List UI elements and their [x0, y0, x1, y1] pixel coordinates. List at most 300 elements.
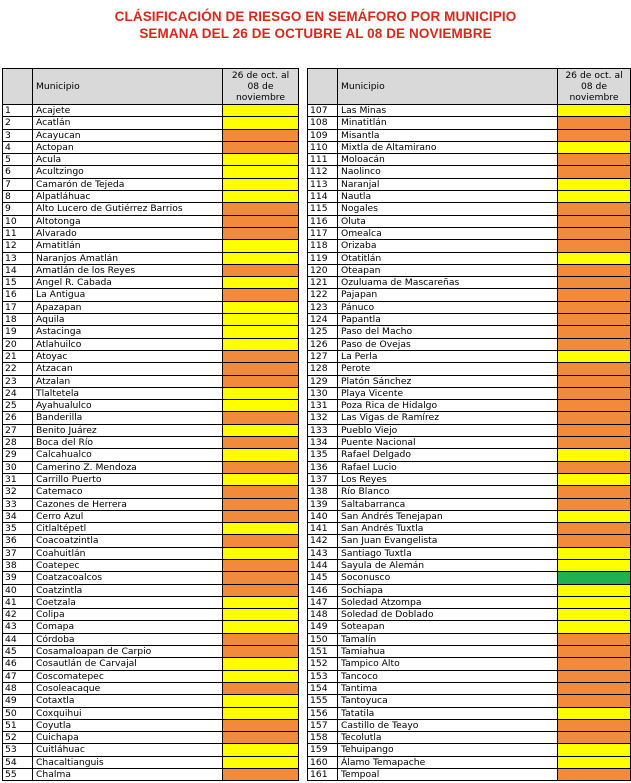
municipio-name: Alvarado — [33, 227, 223, 239]
table-row — [308, 682, 631, 694]
row-number: 133 — [308, 424, 338, 436]
risk-color-cell — [558, 535, 631, 547]
municipio-name: Alpatláhuac — [33, 191, 223, 203]
risk-color-cell — [223, 535, 299, 547]
municipio-name: Camarón de Tejeda — [33, 178, 223, 190]
municipio-name: Soledad Atzompa — [338, 596, 558, 608]
table-row — [308, 572, 631, 584]
table-row — [3, 559, 299, 571]
row-number: 15 — [3, 277, 33, 289]
row-number: 120 — [308, 264, 338, 276]
municipio-name: Acatlán — [33, 117, 223, 129]
municipio-name: Cotaxtla — [33, 695, 223, 707]
municipio-name: Nautla — [338, 191, 558, 203]
row-number: 38 — [3, 559, 33, 571]
row-number: 50 — [3, 707, 33, 719]
municipio-name: Comapa — [33, 621, 223, 633]
table-row — [3, 756, 299, 768]
risk-color-cell — [558, 719, 631, 731]
municipio-name: Camerino Z. Mendoza — [33, 461, 223, 473]
row-number: 117 — [308, 227, 338, 239]
risk-color-cell — [558, 609, 631, 621]
municipio-name: Acultzingo — [33, 166, 223, 178]
table-row — [308, 105, 631, 117]
risk-color-cell — [223, 732, 299, 744]
risk-color-cell — [558, 572, 631, 584]
header-municipio: Municipio — [33, 69, 223, 105]
table-row — [3, 350, 299, 362]
municipio-name: Cerro Azul — [33, 510, 223, 522]
municipio-name: Tampico Alto — [338, 658, 558, 670]
table-row — [308, 473, 631, 485]
risk-color-cell — [558, 289, 631, 301]
table-row — [308, 215, 631, 227]
row-number: 1 — [3, 105, 33, 117]
risk-color-cell — [558, 633, 631, 645]
risk-table-right — [307, 68, 631, 781]
municipio-name: Amatitlán — [33, 240, 223, 252]
municipio-name: Tantoyuca — [338, 695, 558, 707]
row-number: 16 — [3, 289, 33, 301]
row-number: 139 — [308, 498, 338, 510]
risk-color-cell — [558, 424, 631, 436]
municipio-name: Alto Lucero de Gutiérrez Barrios — [33, 203, 223, 215]
row-number: 7 — [3, 178, 33, 190]
row-number: 11 — [3, 227, 33, 239]
municipio-name: Tlaltetela — [33, 387, 223, 399]
risk-color-cell — [223, 289, 299, 301]
municipio-name: La Antigua — [33, 289, 223, 301]
risk-color-cell — [558, 695, 631, 707]
row-number: 32 — [3, 486, 33, 498]
risk-color-cell — [223, 203, 299, 215]
table-row — [3, 178, 299, 190]
municipio-name: San Juan Evangelista — [338, 535, 558, 547]
table-row — [3, 400, 299, 412]
row-number: 147 — [308, 596, 338, 608]
row-number: 151 — [308, 646, 338, 658]
row-number: 4 — [3, 141, 33, 153]
risk-color-cell — [223, 301, 299, 313]
municipio-name: Cuichapa — [33, 732, 223, 744]
municipio-name: Rafael Lucio — [338, 461, 558, 473]
municipio-name: Cosamaloapan de Carpio — [33, 646, 223, 658]
row-number: 45 — [3, 646, 33, 658]
risk-color-cell — [558, 498, 631, 510]
risk-color-cell — [558, 756, 631, 768]
table-row — [3, 621, 299, 633]
row-number: 122 — [308, 289, 338, 301]
municipio-name: Nogales — [338, 203, 558, 215]
row-number: 25 — [3, 400, 33, 412]
table-row — [308, 289, 631, 301]
municipio-name: Puente Nacional — [338, 437, 558, 449]
row-number: 144 — [308, 559, 338, 571]
municipio-name: Coacoatzintla — [33, 535, 223, 547]
municipio-name: Playa Vicente — [338, 387, 558, 399]
table-row — [3, 572, 299, 584]
row-number: 13 — [3, 252, 33, 264]
risk-color-cell — [558, 412, 631, 424]
risk-color-cell — [558, 215, 631, 227]
risk-color-cell — [223, 437, 299, 449]
row-number: 113 — [308, 178, 338, 190]
row-number: 137 — [308, 473, 338, 485]
table-row — [3, 719, 299, 731]
row-number: 107 — [308, 105, 338, 117]
table-row — [3, 523, 299, 535]
municipio-name: Chacaltianguis — [33, 756, 223, 768]
risk-color-cell — [558, 682, 631, 694]
table-row — [3, 289, 299, 301]
table-row — [308, 412, 631, 424]
risk-color-cell — [223, 707, 299, 719]
municipio-name: Naranjos Amatlán — [33, 252, 223, 264]
municipio-name: Platón Sánchez — [338, 375, 558, 387]
risk-color-cell — [223, 559, 299, 571]
row-number: 109 — [308, 129, 338, 141]
row-number: 41 — [3, 596, 33, 608]
header-number-cell — [308, 69, 338, 105]
municipio-name: Tecolutla — [338, 732, 558, 744]
row-number: 159 — [308, 744, 338, 756]
table-row — [308, 695, 631, 707]
municipio-name: Colipa — [33, 609, 223, 621]
table-row — [3, 277, 299, 289]
municipio-name: Cosoleacaque — [33, 682, 223, 694]
risk-color-cell — [223, 424, 299, 436]
table-row — [308, 154, 631, 166]
municipio-name: Cosautlán de Carvajal — [33, 658, 223, 670]
row-number: 52 — [3, 732, 33, 744]
table-row — [3, 154, 299, 166]
municipio-name: Acula — [33, 154, 223, 166]
municipio-name: Altotonga — [33, 215, 223, 227]
municipio-name: Actopan — [33, 141, 223, 153]
risk-color-cell — [558, 326, 631, 338]
row-number: 141 — [308, 523, 338, 535]
header-municipio: Municipio — [338, 69, 558, 105]
risk-color-cell — [223, 461, 299, 473]
row-number: 134 — [308, 437, 338, 449]
table-row — [3, 437, 299, 449]
row-number: 9 — [3, 203, 33, 215]
municipio-name: Ayahualulco — [33, 400, 223, 412]
risk-color-cell — [223, 363, 299, 375]
municipio-name: Soteapan — [338, 621, 558, 633]
risk-color-cell — [558, 129, 631, 141]
row-number: 125 — [308, 326, 338, 338]
risk-color-cell — [558, 707, 631, 719]
municipio-name: Coxquihui — [33, 707, 223, 719]
risk-color-cell — [558, 547, 631, 559]
risk-color-cell — [223, 117, 299, 129]
row-number: 27 — [3, 424, 33, 436]
table-row — [308, 129, 631, 141]
row-number: 54 — [3, 756, 33, 768]
municipio-name: La Perla — [338, 350, 558, 362]
row-number: 140 — [308, 510, 338, 522]
row-number: 39 — [3, 572, 33, 584]
risk-color-cell — [558, 769, 631, 781]
row-number: 8 — [3, 191, 33, 203]
table-row — [3, 166, 299, 178]
risk-color-cell — [223, 215, 299, 227]
row-number: 48 — [3, 682, 33, 694]
row-number: 24 — [3, 387, 33, 399]
table-row — [308, 191, 631, 203]
municipio-name: Saltabarranca — [338, 498, 558, 510]
table-row — [308, 756, 631, 768]
municipio-name: Misantla — [338, 129, 558, 141]
municipio-name: Naranjal — [338, 178, 558, 190]
municipio-name: Angel R. Cabada — [33, 277, 223, 289]
table-row — [3, 129, 299, 141]
table-row — [3, 314, 299, 326]
row-number: 158 — [308, 732, 338, 744]
municipio-name: Chalma — [33, 769, 223, 781]
risk-color-cell — [558, 240, 631, 252]
table-row — [308, 326, 631, 338]
municipio-name: Poza Rica de Hidalgo — [338, 400, 558, 412]
municipio-name: Carrillo Puerto — [33, 473, 223, 485]
table-row — [308, 314, 631, 326]
table-row — [308, 264, 631, 276]
row-number: 49 — [3, 695, 33, 707]
risk-color-cell — [223, 510, 299, 522]
table-row — [308, 769, 631, 781]
municipio-name: Cuitláhuac — [33, 744, 223, 756]
row-number: 55 — [3, 769, 33, 781]
municipio-name: Soconusco — [338, 572, 558, 584]
row-number: 132 — [308, 412, 338, 424]
risk-color-cell — [223, 191, 299, 203]
table-row — [308, 486, 631, 498]
risk-color-cell — [558, 166, 631, 178]
municipio-name: Coahuitlán — [33, 547, 223, 559]
table-row — [308, 744, 631, 756]
risk-color-cell — [558, 178, 631, 190]
table-row — [3, 646, 299, 658]
table-row — [3, 744, 299, 756]
table-row — [3, 498, 299, 510]
risk-color-cell — [558, 473, 631, 485]
risk-color-cell — [558, 670, 631, 682]
municipio-name: Córdoba — [33, 633, 223, 645]
row-number: 2 — [3, 117, 33, 129]
row-number: 12 — [3, 240, 33, 252]
table-row — [3, 387, 299, 399]
row-number: 118 — [308, 240, 338, 252]
risk-color-cell — [558, 744, 631, 756]
table-row — [3, 596, 299, 608]
table-row — [3, 535, 299, 547]
row-number: 26 — [3, 412, 33, 424]
risk-color-cell — [558, 461, 631, 473]
risk-color-cell — [223, 621, 299, 633]
row-number: 35 — [3, 523, 33, 535]
row-number: 29 — [3, 449, 33, 461]
municipio-name: Atzalan — [33, 375, 223, 387]
row-number: 150 — [308, 633, 338, 645]
risk-color-cell — [223, 609, 299, 621]
municipio-name: Río Blanco — [338, 486, 558, 498]
municipio-name: San Andrés Tuxtla — [338, 523, 558, 535]
table-row — [308, 732, 631, 744]
table-row — [3, 732, 299, 744]
risk-color-cell — [223, 572, 299, 584]
municipio-name: Benito Juárez — [33, 424, 223, 436]
municipio-name: Papantla — [338, 314, 558, 326]
table-row — [3, 203, 299, 215]
risk-color-cell — [558, 338, 631, 350]
risk-color-cell — [558, 646, 631, 658]
risk-color-cell — [558, 363, 631, 375]
risk-color-cell — [223, 449, 299, 461]
municipio-name: Tamalín — [338, 633, 558, 645]
row-number: 28 — [3, 437, 33, 449]
row-number: 31 — [3, 473, 33, 485]
table-header-row — [308, 69, 631, 105]
row-number: 23 — [3, 375, 33, 387]
municipio-name: Atzacan — [33, 363, 223, 375]
table-row — [308, 363, 631, 375]
risk-color-cell — [558, 400, 631, 412]
municipio-name: Las Vigas de Ramírez — [338, 412, 558, 424]
municipio-name: Sochiapa — [338, 584, 558, 596]
table-row — [308, 449, 631, 461]
municipio-name: Coatepec — [33, 559, 223, 571]
row-number: 142 — [308, 535, 338, 547]
risk-color-cell — [223, 584, 299, 596]
table-row — [3, 670, 299, 682]
risk-color-cell — [223, 633, 299, 645]
risk-color-cell — [558, 105, 631, 117]
risk-color-cell — [223, 682, 299, 694]
row-number: 131 — [308, 400, 338, 412]
table-row — [308, 375, 631, 387]
row-number: 14 — [3, 264, 33, 276]
risk-color-cell — [558, 350, 631, 362]
row-number: 44 — [3, 633, 33, 645]
risk-color-cell — [223, 141, 299, 153]
risk-color-cell — [223, 350, 299, 362]
risk-color-cell — [558, 510, 631, 522]
row-number: 123 — [308, 301, 338, 313]
risk-color-cell — [558, 621, 631, 633]
municipio-name: Tantima — [338, 682, 558, 694]
table-row — [308, 141, 631, 153]
risk-color-cell — [223, 264, 299, 276]
municipio-name: Los Reyes — [338, 473, 558, 485]
row-number: 36 — [3, 535, 33, 547]
risk-color-cell — [558, 437, 631, 449]
risk-color-cell — [223, 227, 299, 239]
municipio-name: Tehuipango — [338, 744, 558, 756]
table-row — [3, 695, 299, 707]
table-row — [308, 719, 631, 731]
risk-color-cell — [223, 387, 299, 399]
table-row — [308, 596, 631, 608]
table-row — [3, 424, 299, 436]
risk-color-cell — [223, 338, 299, 350]
municipio-name: Coscomatepec — [33, 670, 223, 682]
row-number: 21 — [3, 350, 33, 362]
table-row — [3, 240, 299, 252]
table-row — [308, 621, 631, 633]
page-title: CLÁSIFICACIÓN DE RIESGO EN SEMÁFORO POR MUNICIPIO — [114, 9, 517, 24]
municipio-name: Moloacán — [338, 154, 558, 166]
row-number: 34 — [3, 510, 33, 522]
row-number: 115 — [308, 203, 338, 215]
municipio-name: Pánuco — [338, 301, 558, 313]
table-row — [3, 301, 299, 313]
row-number: 135 — [308, 449, 338, 461]
municipio-name: Atlahuilco — [33, 338, 223, 350]
row-number: 51 — [3, 719, 33, 731]
risk-color-cell — [223, 670, 299, 682]
risk-color-cell — [223, 105, 299, 117]
table-row — [3, 769, 299, 781]
row-number: 10 — [3, 215, 33, 227]
row-number: 43 — [3, 621, 33, 633]
municipio-name: Astacinga — [33, 326, 223, 338]
row-number: 154 — [308, 682, 338, 694]
municipio-name: Rafael Delgado — [338, 449, 558, 461]
table-row — [308, 535, 631, 547]
table-row — [308, 609, 631, 621]
risk-color-cell — [558, 191, 631, 203]
risk-color-cell — [558, 203, 631, 215]
municipio-name: Tancoco — [338, 670, 558, 682]
table-row — [3, 461, 299, 473]
municipio-name: Paso del Macho — [338, 326, 558, 338]
row-number: 20 — [3, 338, 33, 350]
table-row — [308, 350, 631, 362]
risk-color-cell — [223, 129, 299, 141]
municipio-name: Sayula de Alemán — [338, 559, 558, 571]
municipio-name: Boca del Río — [33, 437, 223, 449]
table-row — [308, 424, 631, 436]
row-number: 127 — [308, 350, 338, 362]
risk-color-cell — [558, 596, 631, 608]
risk-color-cell — [558, 277, 631, 289]
row-number: 156 — [308, 707, 338, 719]
municipio-name: Mixtla de Altamirano — [338, 141, 558, 153]
table-row — [3, 412, 299, 424]
row-number: 37 — [3, 547, 33, 559]
row-number: 46 — [3, 658, 33, 670]
table-row — [308, 547, 631, 559]
municipio-name: Naolinco — [338, 166, 558, 178]
municipio-name: Atoyac — [33, 350, 223, 362]
table-row — [308, 301, 631, 313]
header-number-cell — [3, 69, 33, 105]
row-number: 19 — [3, 326, 33, 338]
table-row — [3, 117, 299, 129]
municipio-name: Cazones de Herrera — [33, 498, 223, 510]
row-number: 42 — [3, 609, 33, 621]
municipio-name: Aquila — [33, 314, 223, 326]
table-row — [3, 252, 299, 264]
row-number: 148 — [308, 609, 338, 621]
row-number: 157 — [308, 719, 338, 731]
risk-table-left — [2, 68, 299, 781]
row-number: 126 — [308, 338, 338, 350]
table-row — [3, 510, 299, 522]
table-row — [3, 449, 299, 461]
table-row — [3, 375, 299, 387]
